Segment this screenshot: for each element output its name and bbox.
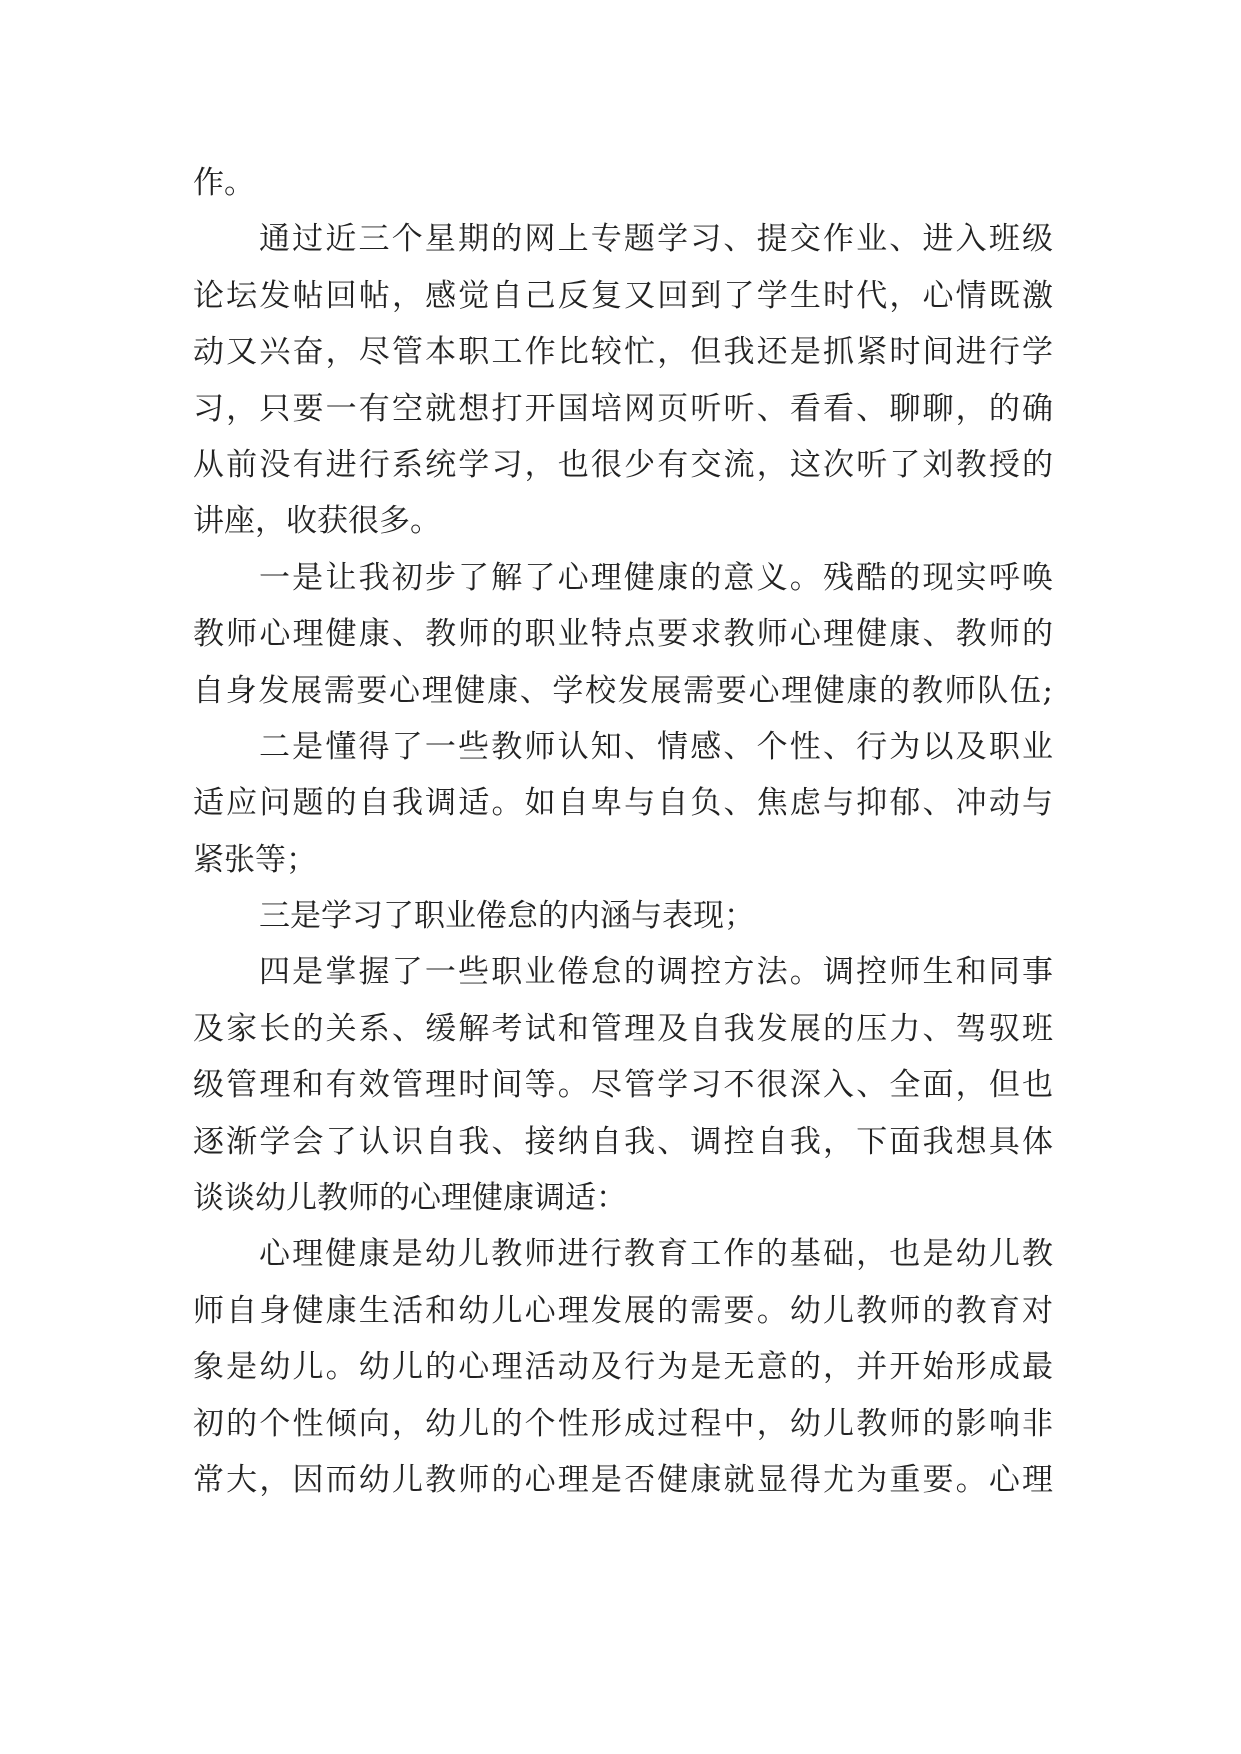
text-line: 作。 — [193, 165, 255, 201]
text-line: 象是幼儿。幼儿的心理活动及行为是无意的，并开始形成最 — [193, 1349, 1053, 1386]
text-line: 及家长的关系、缓解考试和管理及自我发展的压力、驾驭班 — [193, 1010, 1053, 1047]
text-line: 三是学习了职业倦怠的内涵与表现； — [259, 898, 755, 935]
text-line: 紧张等； — [193, 841, 317, 878]
text-line: 从前没有进行系统学习，也很少有交流，这次听了刘教授的 — [193, 446, 1053, 483]
text-line: 教师心理健康、教师的职业特点要求教师心理健康、教师的 — [193, 616, 1053, 653]
text-line: 二是懂得了一些教师认知、情感、个性、行为以及职业 — [259, 728, 1053, 765]
text-line: 心理健康是幼儿教师进行教育工作的基础，也是幼儿教 — [259, 1236, 1053, 1273]
text-line: 讲座，收获很多。 — [193, 503, 441, 540]
body-text — [193, 155, 1053, 1508]
text-line: 适应问题的自我调适。如自卑与自负、焦虑与抑郁、冲动与 — [193, 785, 1053, 822]
text-line: 动又兴奋，尽管本职工作比较忙，但我还是抓紧时间进行学 — [193, 334, 1053, 371]
text-line: 常大，因而幼儿教师的心理是否健康就显得尤为重要。心理 — [193, 1461, 1053, 1498]
text-line: 自身发展需要心理健康、学校发展需要心理健康的教师队伍; — [193, 672, 1053, 709]
text-line: 四是掌握了一些职业倦怠的调控方法。调控师生和同事 — [259, 954, 1053, 991]
text-line: 通过近三个星期的网上专题学习、提交作业、进入班级 — [259, 221, 1053, 258]
text-line: 级管理和有效管理时间等。尽管学习不很深入、全面，但也 — [193, 1067, 1053, 1104]
text-line: 习，只要一有空就想打开国培网页听听、看看、聊聊，的确 — [193, 390, 1053, 427]
text-line: 逐渐学会了认识自我、接纳自我、调控自我，下面我想具体 — [193, 1123, 1053, 1160]
text-line: 论坛发帖回帖，感觉自己反复又回到了学生时代，心情既激 — [193, 277, 1053, 314]
text-line: 师自身健康生活和幼儿心理发展的需要。幼儿教师的教育对 — [193, 1292, 1053, 1329]
text-line: 一是让我初步了解了心理健康的意义。残酷的现实呼唤 — [259, 559, 1053, 596]
text-line: 初的个性倾向，幼儿的个性形成过程中，幼儿教师的影响非 — [193, 1405, 1053, 1442]
text-line: 谈谈幼儿教师的心理健康调适： — [193, 1180, 627, 1217]
